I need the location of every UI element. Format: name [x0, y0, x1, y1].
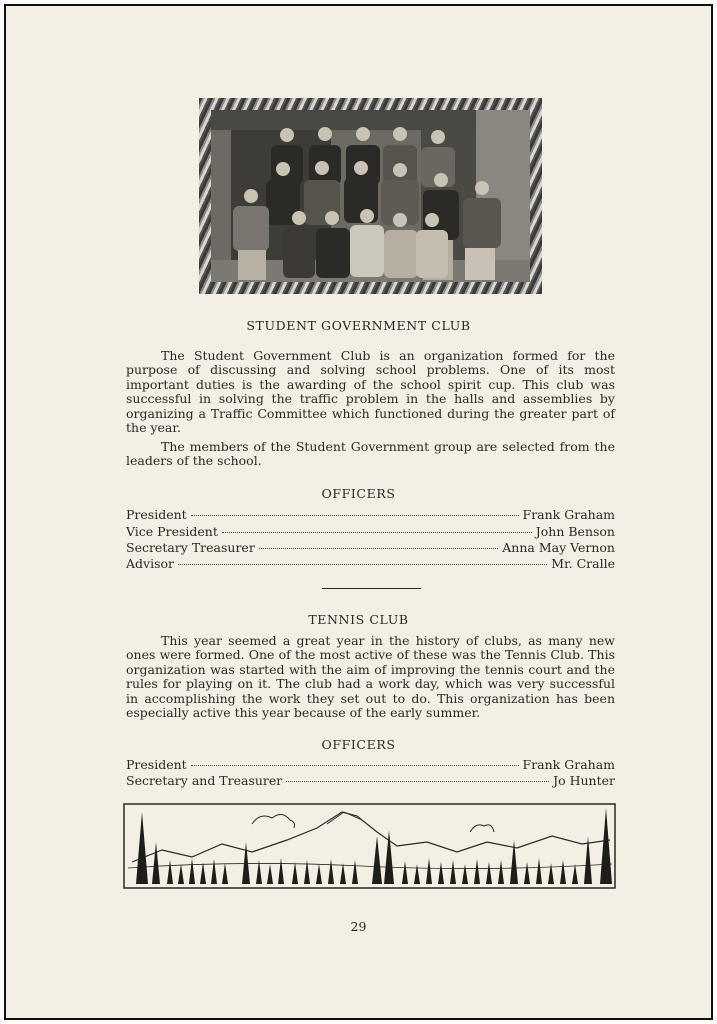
leader-dots [191, 515, 519, 516]
officer-row [126, 540, 615, 556]
officer-name: Mr. Cralle [551, 556, 615, 571]
officer-name: Frank Graham [522, 507, 615, 522]
officer-role: Secretary Treasurer [126, 540, 255, 555]
yearbook-page [6, 6, 711, 1018]
officer-name: Anna May Vernon [502, 540, 615, 555]
officer-row [126, 556, 615, 572]
leader-dots [191, 765, 519, 766]
officer-row [126, 507, 615, 523]
leader-dots [178, 564, 547, 565]
officer-name: John Benson [535, 524, 615, 539]
section-title-tennis-club: TENNIS CLUB [308, 612, 409, 627]
group-photo [211, 110, 530, 282]
officer-role: Advisor [126, 556, 175, 571]
officer-row [126, 757, 615, 773]
officer-name: Jo Hunter [553, 773, 615, 788]
mountain-landscape-illustration [122, 802, 617, 890]
leader-dots [286, 781, 549, 782]
officer-row [126, 524, 615, 540]
section-divider [322, 588, 421, 589]
officer-role: Vice President [126, 524, 218, 539]
officers-heading-tennis-club: OFFICERS [321, 737, 396, 752]
leader-dots [259, 548, 498, 549]
officer-role: President [126, 757, 187, 772]
page-frame [4, 4, 713, 1020]
group-photo-frame [199, 98, 542, 294]
section-title-student-government: STUDENT GOVERNMENT CLUB [246, 318, 471, 333]
tennis-club-paragraph: This year seemed a great year in the history of clubs, as many new ones were formed. One of the most active of these was the Tennis Club. This organization was started with the aim of improving the tennis court and the rules for playing on it. The club had a work day, which was very successful in accomplishing the work they set out to do. This organization has been especially active this year because of the early summer. [126, 633, 615, 721]
officers-heading-student-government: OFFICERS [321, 486, 396, 501]
student-government-paragraph-1: The Student Government Club is an organization formed for the purpose of discussing and solving school problems. One of its most important duties is the awarding of the school spirit cup. This club was successful in solving the traffic problem in the halls and assemblies by organizing a Traffic Committee which functioned during the greater part of the year. [126, 348, 615, 436]
officer-role: Secretary and Treasurer [126, 773, 283, 788]
student-government-paragraph-2: The members of the Student Government group are selected from the leaders of the school. [126, 439, 615, 469]
officer-name: Frank Graham [522, 757, 615, 772]
leader-dots [222, 532, 532, 533]
officer-role: President [126, 507, 187, 522]
officer-row [126, 773, 615, 789]
page-number: 29 [350, 919, 367, 934]
